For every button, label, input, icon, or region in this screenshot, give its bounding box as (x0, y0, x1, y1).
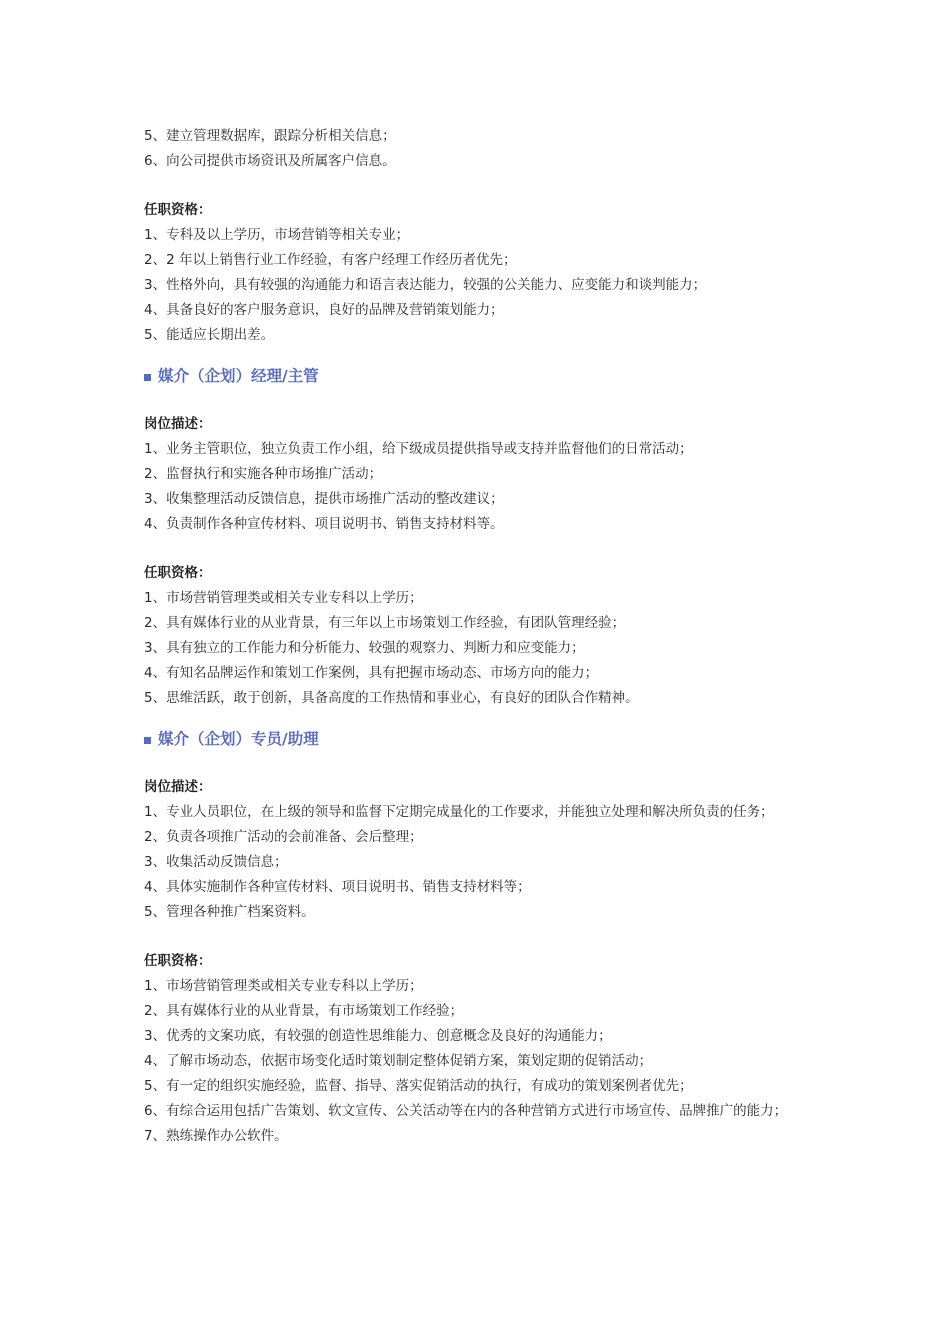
section-media-manager (144, 362, 814, 711)
list-item: 2、监督执行和实施各种市场推广活动； (144, 466, 383, 482)
list-item: 4、具备良好的客户服务意识，良好的品牌及营销策划能力； (144, 302, 504, 318)
list-item: 3、性格外向，具有较强的沟通能力和语言表达能力，较强的公关能力、应变能力和谈判能力； (144, 277, 707, 293)
list-item: 4、负责制作各种宣传材料、项目说明书、销售支持材料等。 (144, 516, 504, 532)
description-heading: 岗位描述： (144, 416, 212, 432)
section-title-text: 媒介（企划）专员/助理 (158, 730, 319, 748)
list-item: 2、具有媒体行业的从业背景，有市场策划工作经验； (144, 1003, 464, 1019)
list-item: 5、建立管理数据库，跟踪分析相关信息； (144, 128, 396, 144)
section-media-specialist (144, 725, 814, 1149)
section-title (144, 362, 814, 390)
list-item: 5、有一定的组织实施经验，监督、指导、落实促销活动的执行，有成功的策划案例者优先； (144, 1078, 693, 1094)
list-item: 4、了解市场动态，依据市场变化适时策划制定整体促销方案，策划定期的促销活动； (144, 1053, 653, 1069)
document-page (144, 124, 814, 1149)
list-item: 4、有知名品牌运作和策划工作案例，具有把握市场动态、市场方向的能力； (144, 665, 599, 681)
intro-requirements (144, 198, 814, 348)
list-item: 1、专业人员职位，在上级的领导和监督下定期完成量化的工作要求，并能独立处理和解决所负责的任务； (144, 804, 774, 820)
square-bullet-icon (144, 737, 151, 744)
spacer (144, 174, 814, 198)
list-item: 2、2 年以上销售行业工作经验，有客户经理工作经历者优先； (144, 252, 517, 268)
list-item: 3、优秀的文案功底，有较强的创造性思维能力、创意概念及良好的沟通能力； (144, 1028, 612, 1044)
list-item: 5、能适应长期出差。 (144, 327, 275, 343)
spacer (144, 390, 814, 412)
spacer (144, 753, 814, 775)
list-item: 1、专科及以上学历，市场营销等相关专业； (144, 227, 410, 243)
list-item: 6、向公司提供市场资讯及所属客户信息。 (144, 153, 396, 169)
requirements-heading: 任职资格： (144, 202, 212, 218)
job-requirements (144, 949, 814, 1149)
list-item: 1、市场营销管理类或相关专业专科以上学历； (144, 590, 423, 606)
list-item: 3、收集活动反馈信息； (144, 854, 288, 870)
list-item: 6、有综合运用包括广告策划、软文宣传、公关活动等在内的各种营销方式进行市场宣传、品牌推广的能力； (144, 1103, 788, 1119)
list-item: 1、业务主管职位，独立负责工作小组，给下级成员提供指导或支持并监督他们的日常活动； (144, 441, 693, 457)
section-title-text: 媒介（企划）经理/主管 (158, 367, 319, 385)
list-item: 7、熟练操作办公软件。 (144, 1128, 288, 1144)
requirements-heading: 任职资格： (144, 953, 212, 969)
list-item: 2、负责各项推广活动的会前准备、会后整理； (144, 829, 423, 845)
list-item: 5、思维活跃，敢于创新，具备高度的工作热情和事业心，有良好的团队合作精神。 (144, 690, 639, 706)
description-heading: 岗位描述： (144, 779, 212, 795)
list-item: 1、市场营销管理类或相关专业专科以上学历； (144, 978, 423, 994)
spacer (144, 537, 814, 561)
list-item: 5、管理各种推广档案资料。 (144, 904, 315, 920)
list-item: 2、具有媒体行业的从业背景，有三年以上市场策划工作经验，有团队管理经验； (144, 615, 626, 631)
square-bullet-icon (144, 374, 151, 381)
job-requirements (144, 561, 814, 711)
list-item: 3、具有独立的工作能力和分析能力、较强的观察力、判断力和应变能力； (144, 640, 585, 656)
list-item: 3、收集整理活动反馈信息，提供市场推广活动的整改建议； (144, 491, 504, 507)
spacer (144, 925, 814, 949)
list-item: 4、具体实施制作各种宣传材料、项目说明书、销售支持材料等； (144, 879, 531, 895)
job-description (144, 412, 814, 537)
section-title (144, 725, 814, 753)
job-description (144, 775, 814, 925)
requirements-heading: 任职资格： (144, 565, 212, 581)
intro-duties-list (144, 124, 814, 174)
